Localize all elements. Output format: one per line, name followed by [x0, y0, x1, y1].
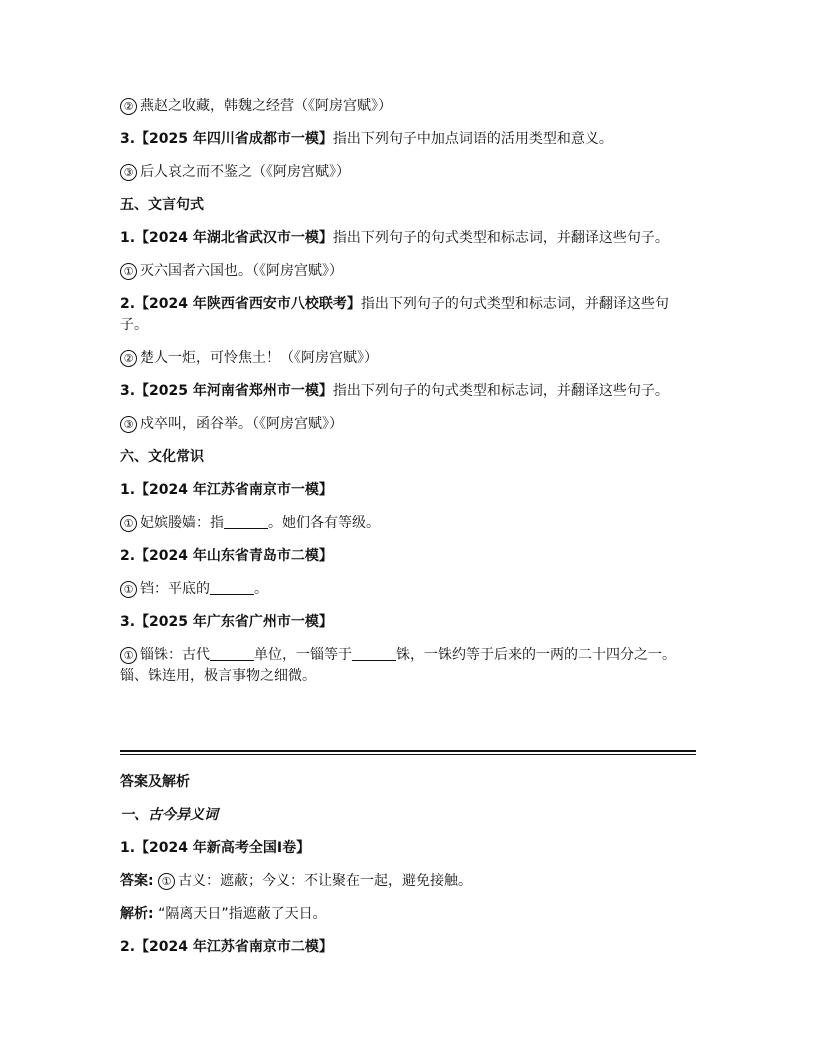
- section-divider: [120, 750, 696, 755]
- question-source: 2.【2024 年陕西省西安市八校联考】: [120, 296, 361, 312]
- question-line: 3.【2025 年河南省郑州市一模】指出下列句子的句式类型和标志词，并翻译这些句子。: [120, 383, 669, 399]
- text-line: ① 铛：平底的 。: [120, 579, 696, 600]
- text-line: ① 锱铢：古代 单位，一锱等于 铢，一铢约等于后来的一两的二十四分之一。锱、铢连用，极言事物之细微。: [120, 647, 676, 684]
- text-line: ③ 戍卒叫，函谷举。（《阿房宫赋》）: [120, 414, 696, 435]
- circled-number: ③: [120, 164, 137, 181]
- question-source: 2.【2024 年山东省青岛市二模】: [120, 548, 333, 564]
- circled-number: ①: [120, 581, 137, 598]
- question-source: 1.【2024 年江苏省南京市一模】: [120, 482, 333, 498]
- circled-number: ①: [120, 515, 137, 532]
- text-line: ② 楚人一炬，可怜焦土！（《阿房宫赋》）: [120, 348, 696, 369]
- question-line: 1.【2024 年湖北省武汉市一模】指出下列句子的句式类型和标志词，并翻译这些句子。: [120, 230, 669, 246]
- fill-blank: [210, 580, 254, 595]
- answer-line: 答案: ① 古义：遮蔽；今义：不让聚在一起，避免接触。: [120, 873, 473, 889]
- circled-number: ②: [120, 350, 137, 367]
- circled-number: ①: [158, 873, 175, 890]
- analysis-line: 解析: “隔离天日”指遮蔽了天日。: [120, 906, 327, 922]
- circled-number: ①: [120, 647, 137, 664]
- answers-heading: 答案及解析: [120, 774, 190, 790]
- question-source: 1.【2024 年新高考全国Ⅰ卷】: [120, 840, 311, 856]
- section-heading-1: 一、古今异义词: [120, 807, 218, 823]
- question-source: 3.【2025 年广东省广州市一模】: [120, 614, 333, 630]
- fill-blank: [352, 646, 396, 661]
- text-line: ② 燕赵之收藏，韩魏之经营（《阿房宫赋》）: [120, 96, 696, 117]
- circled-number: ②: [120, 98, 137, 115]
- question-source: 1.【2024 年湖北省武汉市一模】: [120, 230, 333, 246]
- text-line: ③ 后人哀之而不鉴之（《阿房宫赋》）: [120, 162, 696, 183]
- answer-label: 答案:: [120, 873, 154, 889]
- text-line: ① 妃嫔媵嫱：指 。她们各有等级。: [120, 513, 696, 534]
- answers-content: [120, 772, 696, 970]
- question-line: 3.【2025 年四川省成都市一模】指出下列句子中加点词语的活用类型和意义。: [120, 131, 613, 147]
- section-heading-6: 六、文化常识: [120, 449, 204, 465]
- question-source: 3.【2025 年河南省郑州市一模】: [120, 383, 333, 399]
- question-source: 3.【2025 年四川省成都市一模】: [120, 131, 333, 147]
- circled-number: ③: [120, 416, 137, 433]
- circled-number: ①: [120, 263, 137, 280]
- analysis-label: 解析:: [120, 906, 154, 922]
- question-source: 2.【2024 年江苏省南京市二模】: [120, 939, 333, 955]
- fill-blank: [210, 646, 254, 661]
- text-line: ① 灭六国者六国也。（《阿房宫赋》）: [120, 261, 696, 282]
- questions-content: [120, 96, 696, 699]
- fill-blank: [224, 514, 268, 529]
- question-line: 2.【2024 年陕西省西安市八校联考】指出下列句子的句式类型和标志词，并翻译这些句子。: [120, 296, 669, 333]
- section-heading-5: 五、文言句式: [120, 197, 204, 213]
